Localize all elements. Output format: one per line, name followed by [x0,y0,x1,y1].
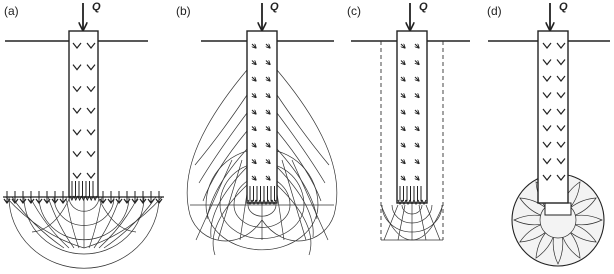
panel-c [351,3,470,240]
mesh-line [195,95,247,165]
mesh-ray [398,205,405,240]
panel-d [488,3,610,266]
mesh-ray [89,197,102,248]
pile-a [69,31,98,197]
mesh-ray [12,197,64,248]
load-label-a: Q [92,1,101,13]
mesh-ray [66,197,79,248]
panel-label-c: (c) [347,4,361,18]
mesh-line [277,95,329,165]
load-label-d: Q [559,1,568,13]
mesh-ray [282,160,306,240]
mesh-ray [426,205,440,240]
pile-b [247,31,277,203]
stress-mesh-a [6,197,162,268]
stress-mesh-c [381,205,443,240]
panel-a [3,3,164,268]
mesh-line [277,185,311,255]
mesh-line [277,149,317,219]
panel-label-d: (d) [487,4,502,18]
mesh-ray [104,197,156,248]
tip-arrows-a [4,181,162,203]
load-label-c: Q [419,1,428,13]
mesh-ray [218,160,242,240]
mesh-line [277,113,325,183]
panel-label-b: (b) [176,4,191,18]
mesh-ray [419,205,426,240]
mesh-ray [384,205,398,240]
mesh-line [207,149,247,219]
mesh-line [213,185,247,255]
load-label-b: Q [270,1,279,13]
panel-label-a: (a) [4,4,19,18]
mesh-line [199,113,247,183]
panel-b [187,3,337,255]
pile-tip-d [545,203,571,215]
